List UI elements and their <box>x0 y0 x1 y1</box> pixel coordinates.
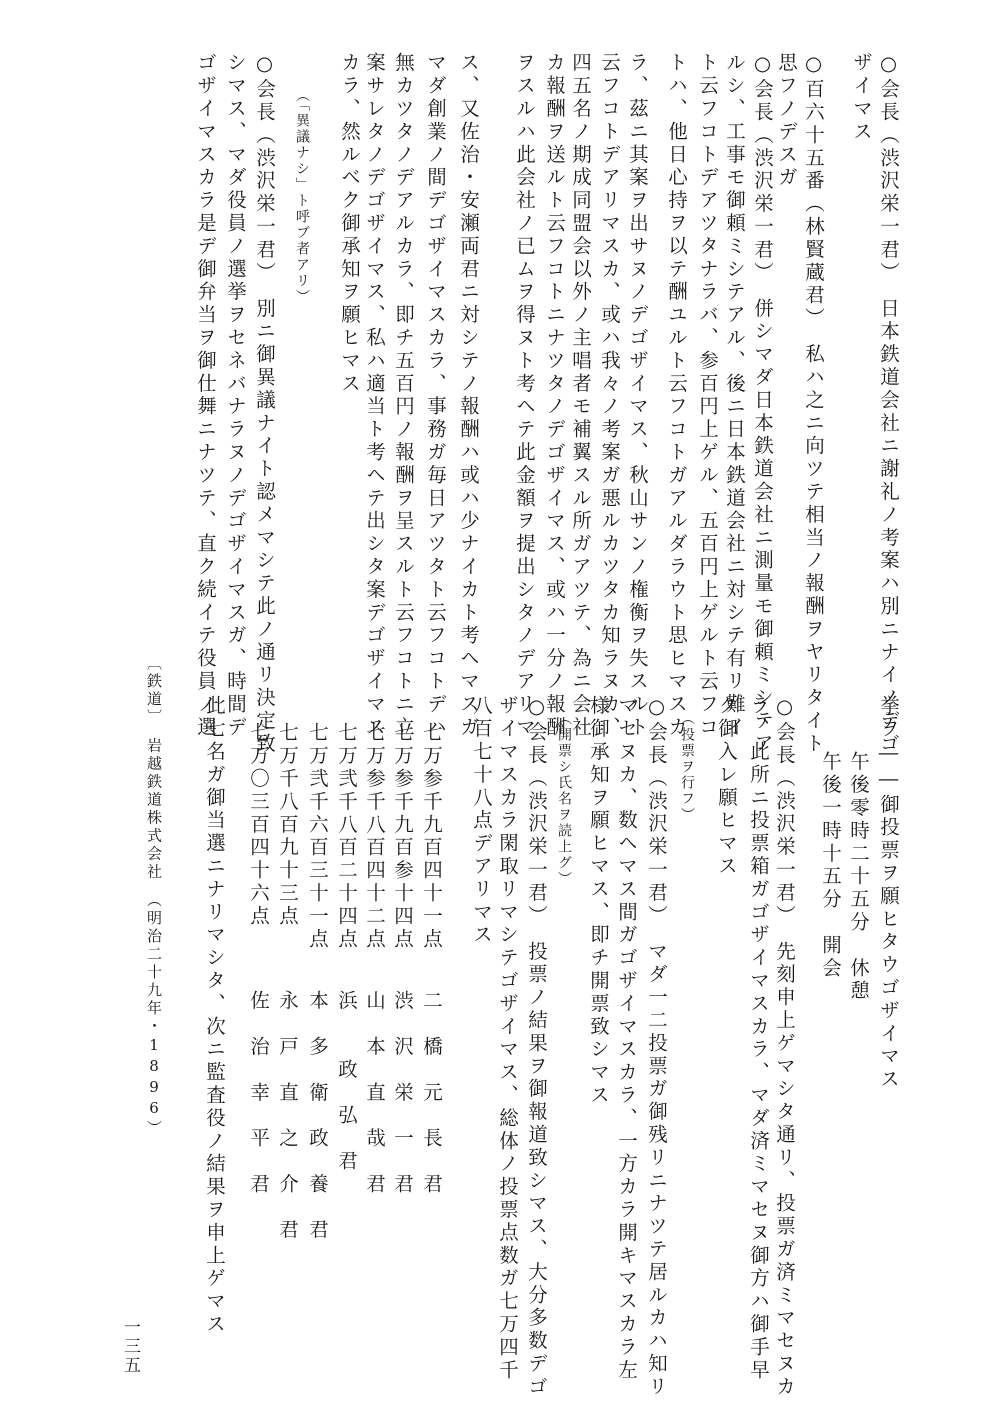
vote-count: 七万〇三百四十六点 <box>247 722 270 929</box>
lower-col-9: マセヌカ、数ヘマス間ガゴザイマスカラ、一方カラ開キマスカラ左 <box>615 695 638 1382</box>
upper-note-no-objection: （「異議ナシ」ト呼ブ者アリ） <box>294 88 310 305</box>
vote-count: 七万弐千八百二十四点 <box>335 722 358 951</box>
lower-col-12: ○会長（渋沢栄一君） 投票ノ結果ヲ御報道致シマス、大分多数デゴ <box>525 695 548 1399</box>
vote-name: 山 本 直 哉 君 <box>363 990 386 1197</box>
upper-col-9: ラ、茲ニ其案ヲ出サヌノデゴザイマス、秋山サンノ権衡ヲ失スルト <box>626 52 649 739</box>
upper-col-20: ○会長（渋沢栄一君） 別ニ御異議ナイト認メマシテ此ノ通リ決定致 <box>253 52 276 756</box>
upper-col-7: ト云フコトデアツタナラバ、参百円上ゲル、五百円上ゲルト云フコ <box>696 52 719 739</box>
upper-col-13: ヲスルハ此会社ノ已ムヲ得ヌト考ヘテ此金額ヲ提出シタノデアリマ <box>513 52 536 739</box>
vote-count: 七万千八百九十三点 <box>276 722 299 929</box>
lower-col-5: ラ、此所ニ投票箱ガゴザイマスカラ、マダ済ミマセヌ御方ハ御手早 <box>747 695 770 1382</box>
upper-col-4: 思フノデスガ <box>775 52 798 190</box>
upper-col-3: ○百六十五番（林賢蔵君） 私ハ之ニ向ツテ相当ノ報酬ヲヤリタイト <box>802 52 825 756</box>
upper-col-10: 云フコトデアリマスカ、或ハ我々ノ考案ガ悪ルカツタカ知ラヌカ、 <box>598 52 621 739</box>
vote-name: 永 戸 直 之 介 君 <box>276 990 299 1242</box>
lower-col-6: ク御入レ願ヒマス <box>715 695 738 879</box>
vote-count: 七万参千九百参十四点 <box>391 722 414 951</box>
upper-col-1: ○会長（渋沢栄一君） 日本鉄道会社ニ謝礼ノ考案ハ別ニナイノデゴ <box>877 52 900 756</box>
upper-col-16: 無カツタノデアルカラ、即チ五百円ノ報酬ヲ呈スルト云フコトニ立 <box>392 52 415 739</box>
vote-count: 七万参千九百四十一点 <box>420 722 443 951</box>
upper-col-12: カ報酬ヲ送ルト云フコトニナツタノデゴザイマス、或ハ一分ノ報酬 <box>543 52 566 739</box>
vote-name: 二 橋 元 長 君 <box>420 990 443 1197</box>
vote-name: 浜 政 弘 君 <box>335 990 358 1174</box>
page-number: 一三五 <box>120 1318 140 1375</box>
running-footer: 〔鉄道〕 岩越鉄道株式会社 （明治二十九年・1896） <box>145 655 163 1138</box>
upper-col-6: ルシ、工事モ御頼ミシテアル、後ニ日本鉄道会社ニ対シテ有リ難イ <box>723 52 746 739</box>
upper-col-5: ○会長（渋沢栄一君） 併シマダ日本鉄道会社ニ測量モ御頼ミシテア <box>751 52 774 756</box>
upper-col-14: ス、又佐治・安瀬両君ニ対シテノ報酬ハ或ハ少ナイカト考ヘマスガ <box>457 52 480 739</box>
resume-time: 午後一時十五分 開会 <box>819 751 842 980</box>
lower-col-13: ザイマスカラ閑取リマシテゴザイマス、総体ノ投票点数ガ七万四千 <box>496 695 519 1382</box>
upper-col-15: マダ創業ノ間デゴザイマスカラ、事務ガ毎日アツタト云フコトデハ <box>424 52 447 739</box>
lower-col-14: 八百七十八点デアリマス <box>470 695 493 947</box>
closing-line: 此七名ガ御当選ニナリマシタ、次ニ監査役ノ結果ヲ申上ゲマス <box>203 695 226 1337</box>
upper-col-18: カラ、然ルベク御承知ヲ願ヒマス <box>338 52 361 396</box>
upper-col-21: シマス、マダ役員ノ選挙ヲセネバナラヌノデゴザイマスガ、時間デ <box>224 52 247 739</box>
note-voting: （投票ヲ行フ） <box>679 711 695 823</box>
vote-name: 本 多 衛 政 養 君 <box>306 990 329 1242</box>
note-ballot-count: （開票シ氏名ヲ読上グ） <box>556 711 572 887</box>
lower-col-8: ○会長（渋沢栄一君） マダ一二投票ガ御残リニナツテ居ルカハ知リ <box>645 695 668 1399</box>
upper-col-2: ザイマス <box>850 52 873 144</box>
lower-col-4: ○会長（渋沢栄一君） 先刻申上ゲマシタ通リ、投票ガ済ミマセヌカ <box>773 695 796 1399</box>
upper-col-22: ゴザイマスカラ是デ御弁当ヲ御仕舞ニナツテ、直ク続イテ役員ノ選 <box>194 52 217 739</box>
lower-col-10: 様御承知ヲ願ヒマス、即チ開票致シマス <box>587 695 610 1108</box>
recess-time: 午後零時二十五分 休憩 <box>847 751 870 1003</box>
vote-name: 渋 沢 栄 一 君 <box>391 990 414 1197</box>
vote-name: 佐 治 幸 平 君 <box>247 990 270 1197</box>
vote-count: 七万弐千六百三十一点 <box>306 722 329 951</box>
upper-col-17: 案サレタノデゴザイマス、私ハ適当ト考ヘテ出シタ案デゴザイマス <box>363 52 386 739</box>
vote-count: 七万参千八百四十二点 <box>363 722 386 951</box>
upper-col-8: トハ、他日心持ヲ以テ酬ユルト云フコトガアルダラウト思ヒマスカ <box>665 52 688 739</box>
upper-col-11: 四五名ノ期成同盟会以外ノ主唱者モ補翼スル所ガアツテ、為ニ会社 <box>569 52 592 739</box>
lower-col-1: 挙ヲ――御投票ヲ願ヒタウゴザイマス <box>877 695 900 1092</box>
